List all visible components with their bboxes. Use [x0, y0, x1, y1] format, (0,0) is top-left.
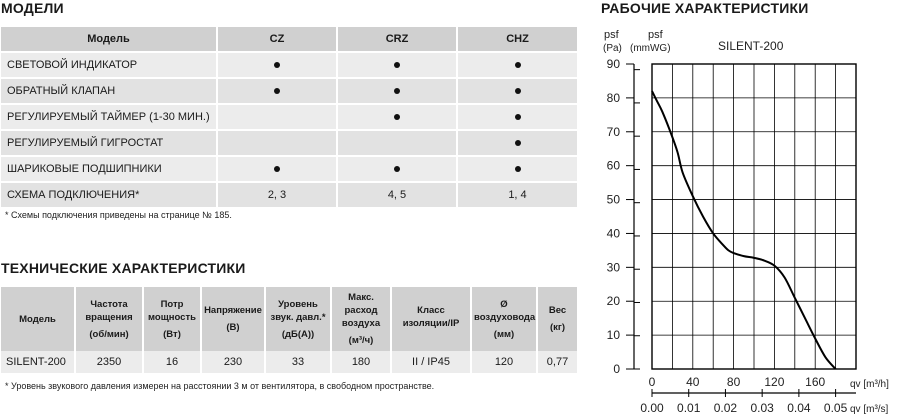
models-header-label: Модель: [1, 27, 217, 52]
tech-title: ТЕХНИЧЕСКИЕ ХАРАКТЕРИСТИКИ: [1, 260, 246, 276]
wiring-chz: 1, 4: [457, 182, 577, 207]
x2-tick-label: 0.02: [713, 401, 738, 415]
models-header-crz: CRZ: [337, 27, 457, 52]
row-label: ШАРИКОВЫЕ ПОДШИПНИКИ: [1, 156, 217, 182]
x2-tick-label: 0.00: [640, 401, 664, 415]
y-tick-label: 50: [606, 192, 620, 207]
x-label-m3s: qv [m³/s]: [850, 404, 889, 415]
tech-cell-sound: 33: [265, 351, 331, 373]
tech-cell-airflow: 180: [331, 351, 391, 373]
tech-header-voltage: Напряжение (В): [201, 287, 265, 351]
tech-cell-rpm: 2350: [75, 351, 143, 373]
y-tick-label: 60: [606, 158, 620, 173]
tech-cell-voltage: 230: [201, 351, 265, 373]
tech-cell-weight: 0,77: [537, 351, 577, 373]
y-tick-label: 80: [606, 90, 620, 105]
tech-header-model: Модель: [1, 287, 75, 351]
x2-tick-label: 0.01: [677, 401, 701, 415]
row-label: ОБРАТНЫЙ КЛАПАН: [1, 78, 217, 104]
y-unit-mmwg: (mmWG): [630, 43, 671, 54]
x-tick-label: 120: [764, 375, 785, 389]
y-tick-label: 30: [606, 260, 620, 275]
wiring-cz: 2, 3: [217, 182, 337, 207]
x-tick-label: 160: [805, 375, 826, 389]
x-tick-label: 80: [726, 375, 741, 389]
tech-header-insulation: Класс изоляции/IP: [391, 287, 471, 351]
tech-cell-model: SILENT-200: [1, 351, 75, 373]
tech-header-rpm: Частота вращения (об/мин): [75, 287, 143, 351]
tech-header-power: Потр мощность (Вт): [143, 287, 201, 351]
x2-tick-label: 0.05: [823, 401, 848, 415]
tech-cell-insulation: II / IP45: [391, 351, 471, 373]
y-label-pa-text: psf: [604, 29, 619, 41]
models-title: МОДЕЛИ: [1, 0, 64, 16]
chart-section-title: РАБОЧИЕ ХАРАКТЕРИСТИКИ: [601, 0, 809, 16]
tech-cell-duct: 120: [471, 351, 537, 373]
y-label-mmwg: psf: [648, 29, 663, 41]
tech-footnote: * Уровень звукового давления измерен на расстоянии 3 м от вентилятора, в свободном пространстве.: [5, 381, 435, 391]
x-tick-label: 0: [648, 375, 656, 389]
y-tick-label: 10: [606, 328, 620, 343]
y-tick-label: 90: [606, 57, 620, 71]
row-label: СВЕТОВОЙ ИНДИКАТОР: [1, 52, 217, 78]
y-tick-label: 70: [606, 124, 620, 139]
y-tick-label: 40: [606, 226, 620, 241]
x-label-m3h: qv [m³/h]: [850, 379, 889, 390]
x-tick-label: 40: [686, 375, 700, 389]
x2-tick-label: 0.04: [787, 401, 811, 415]
chart-grid: [652, 64, 856, 369]
tech-header-airflow: Макс. расход воздуха (м³/ч): [331, 287, 391, 351]
series-line-silent-200: [652, 91, 836, 369]
chart-title: SILENT-200: [718, 39, 784, 53]
tech-header-weight: Вес (кг): [537, 287, 577, 351]
row-label: РЕГУЛИРУЕМЫЙ ГИГРОСТАТ: [1, 130, 217, 156]
x2-tick-label: 0.03: [750, 401, 774, 415]
y-label-pa: [604, 29, 620, 41]
tech-header-sound: Уровень звук. давл.* (дБ(А)): [265, 287, 331, 351]
models-header-cz: CZ: [217, 27, 337, 52]
tech-header-duct: Ø воздуховода (мм): [471, 287, 537, 351]
y-tick-label: 0: [613, 362, 620, 376]
y-tick-label: 20: [606, 294, 620, 309]
tech-cell-power: 16: [143, 351, 201, 373]
models-footnote: * Схемы подключения приведены на странице № 185.: [5, 210, 232, 220]
row-label: РЕГУЛИРУЕМЫЙ ТАЙМЕР (1-30 МИН.): [1, 104, 217, 130]
row-label: СХЕМА ПОДКЛЮЧЕНИЯ*: [1, 182, 217, 207]
chart-ticks: [607, 57, 826, 389]
models-header-chz: CHZ: [457, 27, 577, 52]
chart-x2-ticks: [640, 389, 856, 415]
wiring-crz: 4, 5: [337, 182, 457, 207]
y-unit-pa: (Pa): [603, 43, 622, 54]
